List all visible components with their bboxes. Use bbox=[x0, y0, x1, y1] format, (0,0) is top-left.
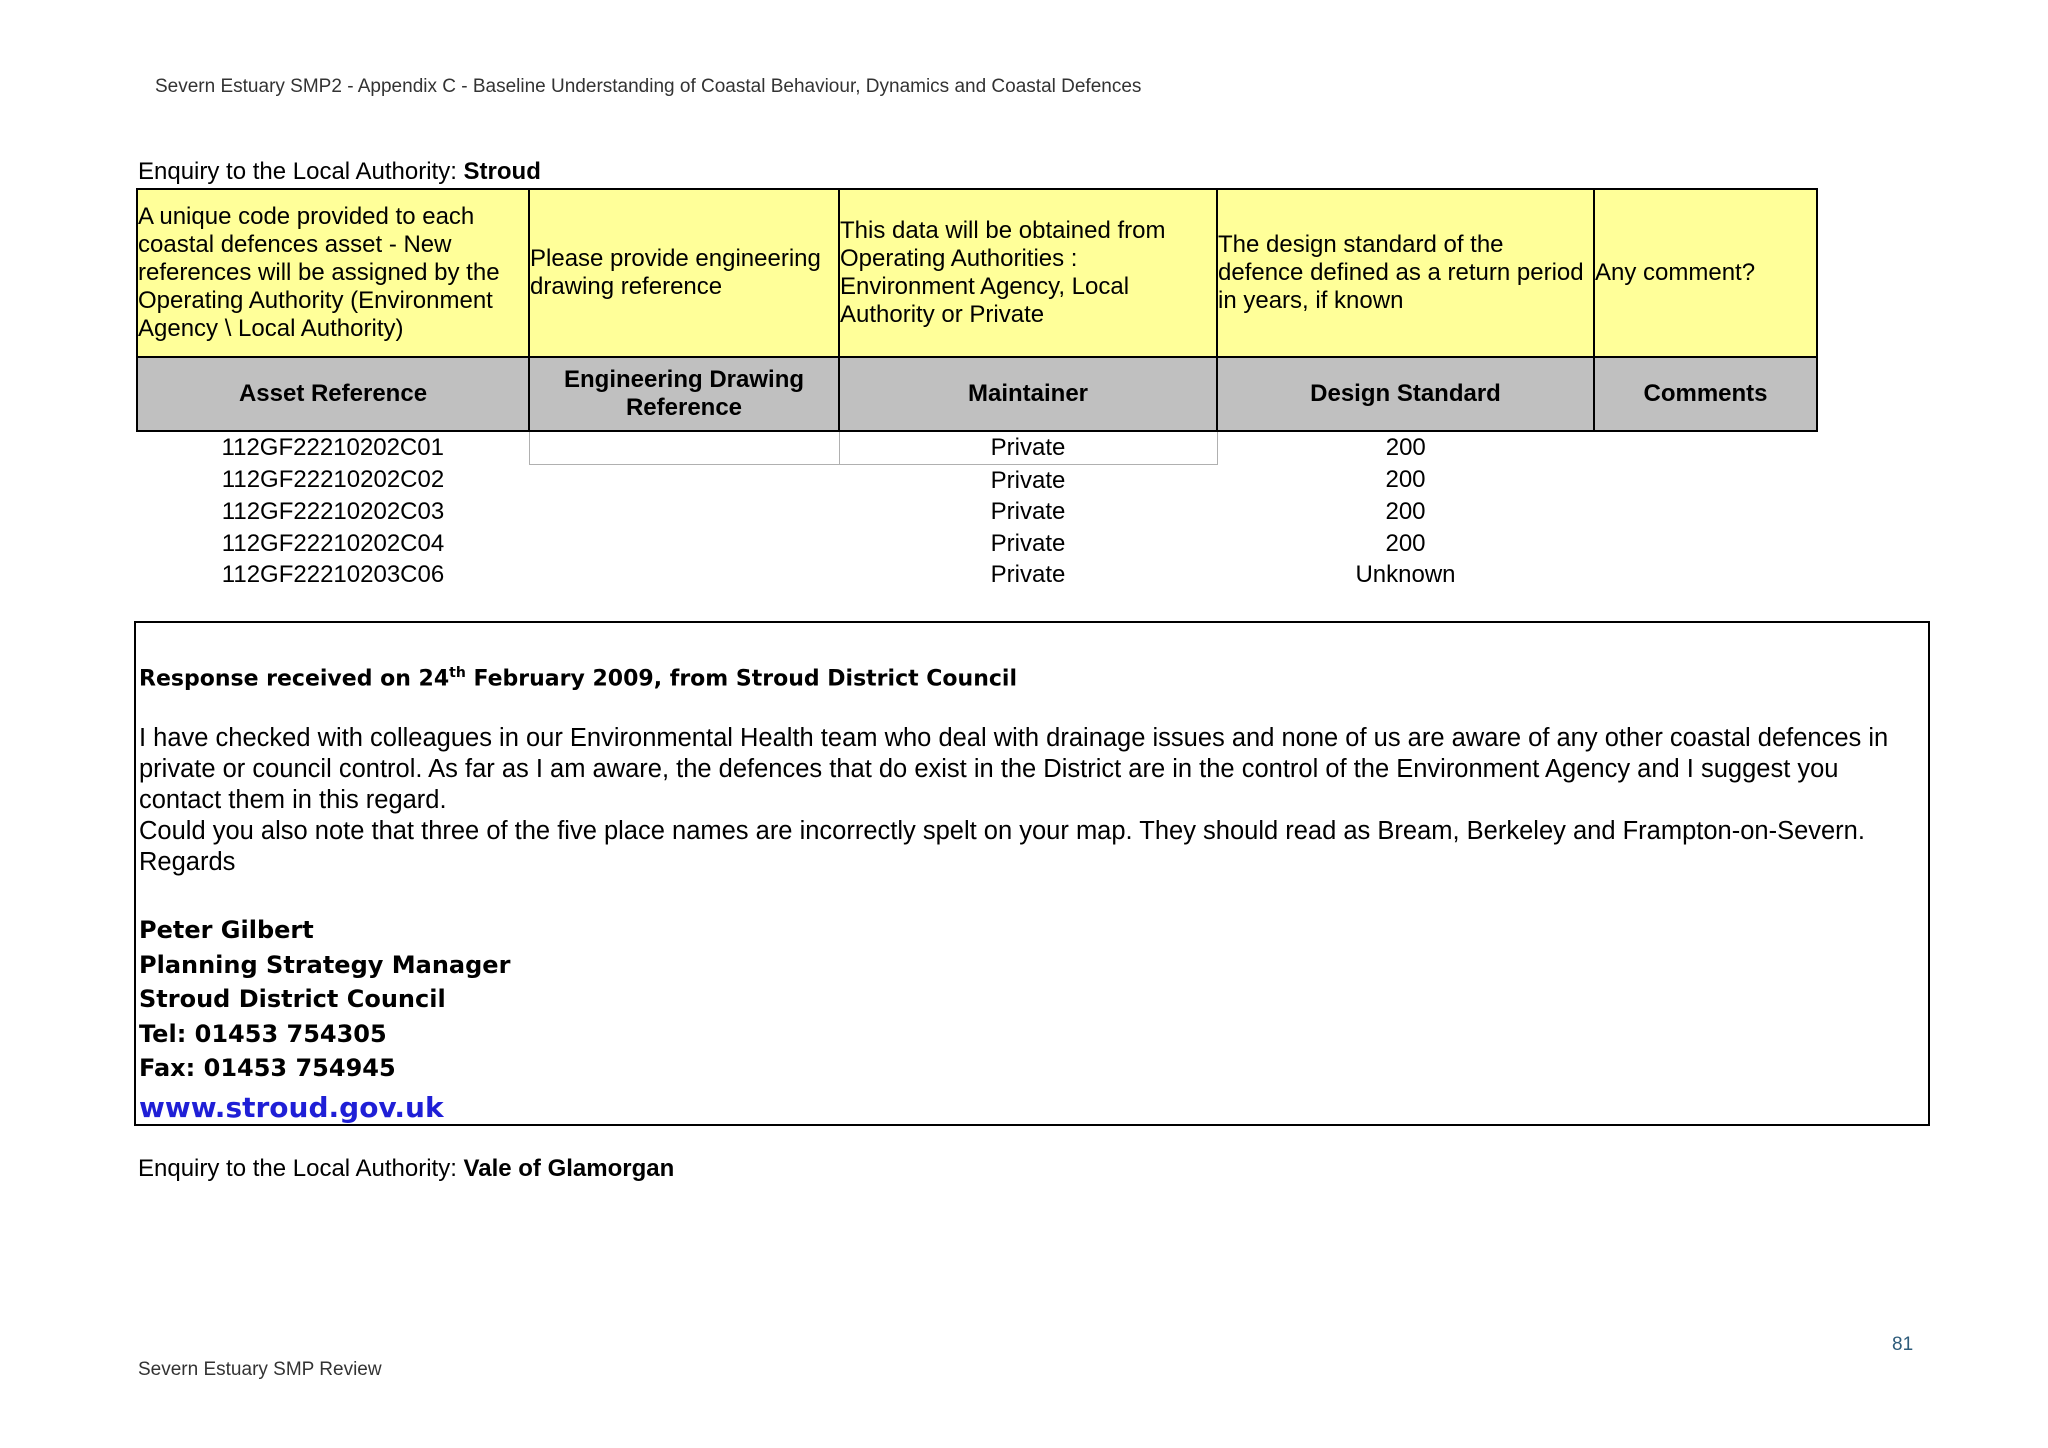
response-body bbox=[139, 723, 1924, 878]
maintainer-cell: Private bbox=[839, 431, 1217, 464]
comments-cell bbox=[1594, 431, 1817, 464]
design-standard-cell: 200 bbox=[1385, 434, 1426, 462]
signature-block bbox=[139, 913, 510, 1130]
comments-cell bbox=[1594, 528, 1817, 560]
response-title-ordinal: th bbox=[449, 665, 466, 681]
signature-telephone: Tel: 01453 754305 bbox=[139, 1019, 387, 1048]
authority-name: Stroud bbox=[463, 158, 541, 185]
enquiry-heading-vale-of-glamorgan bbox=[138, 1155, 674, 1183]
design-standard-cell: 200 bbox=[1385, 466, 1426, 494]
signature-fax: Fax: 01453 754945 bbox=[139, 1054, 396, 1082]
comments-cell bbox=[1594, 496, 1817, 528]
response-paragraph: I have checked with colleagues in our Environmental Health team who deal with drainage issues and none of us are aware of any other coastal defences in private or council control. As far as I am aware, the defences that do exist in the District are in the control of the Environment Agency and I suggest you contact them in this regard. bbox=[139, 724, 1889, 814]
authority-name: Vale of Glamorgan bbox=[463, 1155, 675, 1182]
description-cell: The design standard of the defence defined as a return period in years, if known bbox=[1217, 189, 1594, 357]
asset-reference-cell: 112GF22210202C01 bbox=[221, 434, 444, 462]
description-cell: Please provide engineering drawing reference bbox=[529, 189, 839, 357]
response-title-text-rest: February 2009, from Stroud District Council bbox=[465, 666, 1017, 692]
design-standard-cell: 200 bbox=[1385, 498, 1426, 525]
asset-reference-cell: 112GF22210202C03 bbox=[221, 498, 445, 525]
table-row bbox=[137, 528, 1817, 560]
comments-cell bbox=[1594, 464, 1817, 496]
table-row bbox=[137, 431, 1817, 464]
response-title-text: Response received on 24 bbox=[139, 666, 450, 692]
enquiry-prefix: Enquiry to the Local Authority: bbox=[138, 1155, 464, 1182]
drawing-reference-cell bbox=[529, 464, 839, 496]
drawing-reference-cell bbox=[529, 431, 839, 464]
maintainer-cell: Private bbox=[990, 498, 1066, 525]
enquiry-prefix: Enquiry to the Local Authority: bbox=[138, 158, 464, 185]
maintainer-cell: Private bbox=[990, 529, 1066, 557]
table-row bbox=[137, 496, 1817, 528]
column-header-asset-reference: Asset Reference bbox=[137, 357, 529, 431]
drawing-reference-cell bbox=[529, 559, 839, 591]
response-title bbox=[139, 665, 1017, 691]
response-paragraph: Could you also note that three of the five place names are incorrectly spelt on your map. They should read as Bream, Berkeley and Frampton-on-Severn. bbox=[139, 817, 1865, 845]
asset-reference-cell: 112GF22210202C04 bbox=[221, 529, 445, 557]
description-cell: This data will be obtained from Operating Authorities : Environment Agency, Local Authority or Private bbox=[839, 189, 1217, 357]
website-link[interactable]: www.stroud.gov.uk bbox=[139, 1090, 444, 1124]
asset-reference-cell: 112GF22210203C06 bbox=[221, 561, 445, 588]
column-header-drawing-reference: Engineering Drawing Reference bbox=[529, 357, 839, 431]
signature-role: Planning Strategy Manager bbox=[139, 950, 511, 979]
description-cell: A unique code provided to each coastal defences asset - New references will be assigned by the Operating Authority (Environment Agency \ Local Authority) bbox=[137, 189, 529, 357]
document-header-note: Severn Estuary SMP2 - Appendix C - Baseline Understanding of Coastal Behaviour, Dynamics and Coastal Defences bbox=[155, 76, 1142, 97]
design-standard-cell: 200 bbox=[1385, 529, 1426, 557]
response-box bbox=[134, 621, 1930, 1126]
design-standard-cell: Unknown bbox=[1355, 561, 1456, 588]
signature-organisation: Stroud District Council bbox=[139, 985, 446, 1013]
column-header-comments: Comments bbox=[1594, 357, 1817, 431]
table-row bbox=[137, 464, 1817, 496]
asset-table bbox=[136, 188, 1818, 591]
enquiry-heading-stroud bbox=[138, 158, 541, 186]
header-row bbox=[137, 357, 1817, 431]
column-header-maintainer: Maintainer bbox=[839, 357, 1217, 431]
drawing-reference-cell bbox=[529, 528, 839, 560]
description-row bbox=[137, 189, 1817, 357]
page-number: 81 bbox=[1892, 1334, 1914, 1355]
asset-reference-cell: 112GF22210202C02 bbox=[221, 466, 445, 494]
document-footer: Severn Estuary SMP Review bbox=[138, 1359, 382, 1380]
comments-cell bbox=[1594, 559, 1817, 591]
maintainer-cell: Private bbox=[990, 466, 1066, 494]
column-header-design-standard: Design Standard bbox=[1217, 357, 1594, 431]
response-regards: Regards bbox=[139, 848, 236, 876]
description-cell: Any comment? bbox=[1594, 189, 1817, 357]
maintainer-cell: Private bbox=[990, 561, 1066, 588]
drawing-reference-cell bbox=[529, 496, 839, 528]
table-row bbox=[137, 559, 1817, 591]
signature-name: Peter Gilbert bbox=[139, 916, 314, 944]
